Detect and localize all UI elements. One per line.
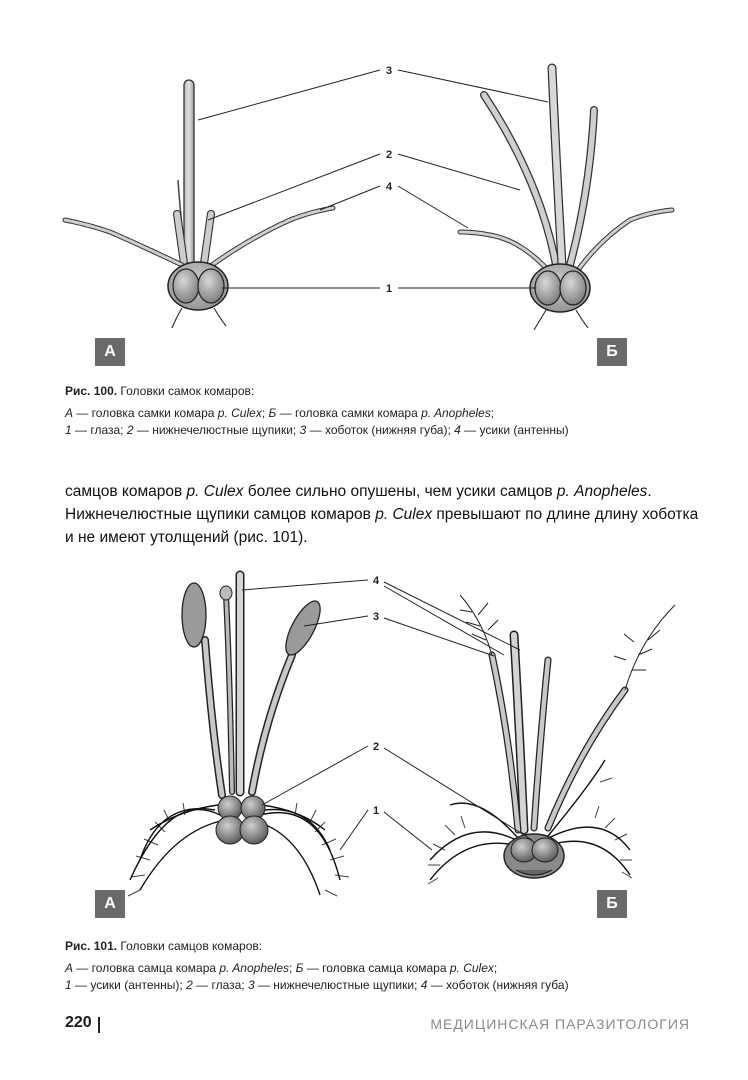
- label-1: 1: [372, 805, 380, 817]
- text-run: — глаза;: [192, 978, 248, 992]
- leader-lines: [198, 70, 548, 288]
- text-run: 4: [454, 423, 461, 437]
- text-run: превышают по длине длину хоботка и не имеют утолщений (рис. 101).: [65, 506, 699, 546]
- text-run: ;: [490, 406, 495, 420]
- head-culex-male: [428, 595, 675, 884]
- label-2: 2: [372, 741, 380, 753]
- text-run: — головка самца комара: [303, 961, 450, 975]
- text-run: ;: [261, 406, 269, 420]
- caption-title: [65, 383, 569, 400]
- text-run: р. Anopheles: [556, 483, 648, 500]
- text-run: — хоботок (нижняя губа);: [306, 423, 455, 437]
- body-paragraph: [65, 480, 705, 549]
- text-run: — глаза;: [71, 423, 127, 437]
- text-run: более сильно опушены, чем усики самцов: [243, 483, 557, 500]
- badge-b: Б: [597, 338, 627, 366]
- text-run: 1: [65, 978, 72, 992]
- caption-legend-line-2: [65, 422, 569, 439]
- text-run: p. Anopheles: [219, 961, 289, 975]
- label-2: 2: [385, 149, 393, 161]
- caption-legend-line-1: [65, 960, 569, 977]
- figure-100-caption: [65, 383, 569, 439]
- text-run: p. Anopheles: [421, 406, 491, 420]
- text-run: 1: [65, 423, 72, 437]
- head-anopheles-female: [460, 68, 672, 330]
- text-run: p. Culex: [217, 406, 262, 420]
- text-run: Б: [268, 406, 277, 420]
- text-run: — нижнечелюстные щупики;: [133, 423, 300, 437]
- text-run: — головка самца комара: [73, 961, 220, 975]
- text-run: — усики (антенны);: [71, 978, 187, 992]
- running-title: МЕДИЦИНСКАЯ ПАРАЗИТОЛОГИЯ: [430, 1016, 690, 1032]
- text-run: р. Culex: [375, 506, 433, 523]
- badge-b: Б: [597, 890, 627, 918]
- badge-a: А: [95, 338, 125, 366]
- text-run: 2: [186, 978, 193, 992]
- caption-legend-line-1: [65, 405, 569, 422]
- figure-100-illustration: [0, 60, 748, 380]
- text-run: 2: [126, 423, 134, 437]
- text-run: — нижнечелюстные щупики;: [254, 978, 421, 992]
- text-run: ;: [289, 961, 296, 975]
- text-run: А: [65, 961, 74, 975]
- figure-101-caption: [65, 938, 569, 994]
- text-run: — головка самки комара: [73, 406, 218, 420]
- text-run: Б: [295, 961, 304, 975]
- text-run: — хоботок (нижняя губа): [427, 978, 569, 992]
- label-3: 3: [372, 611, 380, 623]
- text-run: А: [65, 406, 74, 420]
- caption-number: Рис. 101.: [65, 939, 118, 953]
- text-run: 3: [299, 423, 307, 437]
- label-3: 3: [385, 65, 393, 77]
- label-4: 4: [372, 575, 380, 587]
- caption-title: [65, 938, 569, 955]
- male-mosquito-heads-drawing: [0, 560, 748, 930]
- label-4: 4: [385, 181, 393, 193]
- footer-divider: [98, 1017, 100, 1033]
- caption-heading: Головки самок комаров:: [117, 384, 255, 398]
- head-anopheles-male: [128, 575, 349, 896]
- text-run: p. Culex: [449, 961, 494, 975]
- caption-heading: Головки самцов комаров:: [117, 939, 263, 953]
- page-number: 220: [65, 1014, 92, 1031]
- text-run: — усики (антенны): [460, 423, 569, 437]
- text-run: 4: [420, 978, 428, 992]
- text-run: ;: [493, 961, 498, 975]
- text-run: 3: [247, 978, 255, 992]
- figure-101-illustration: [0, 560, 748, 930]
- head-culex-female: [65, 80, 333, 328]
- caption-legend-line-2: [65, 977, 569, 994]
- badge-a: А: [95, 890, 125, 918]
- caption-number: Рис. 100.: [65, 384, 118, 398]
- text-run: самцов комаров: [65, 483, 187, 500]
- text-run: — головка самки комара: [276, 406, 422, 420]
- text-run: р. Culex: [186, 483, 244, 500]
- text-run: . Нижнечелюстные щупики самцов комаров: [65, 483, 652, 523]
- label-1: 1: [385, 283, 393, 295]
- female-mosquito-heads-drawing: [0, 60, 748, 380]
